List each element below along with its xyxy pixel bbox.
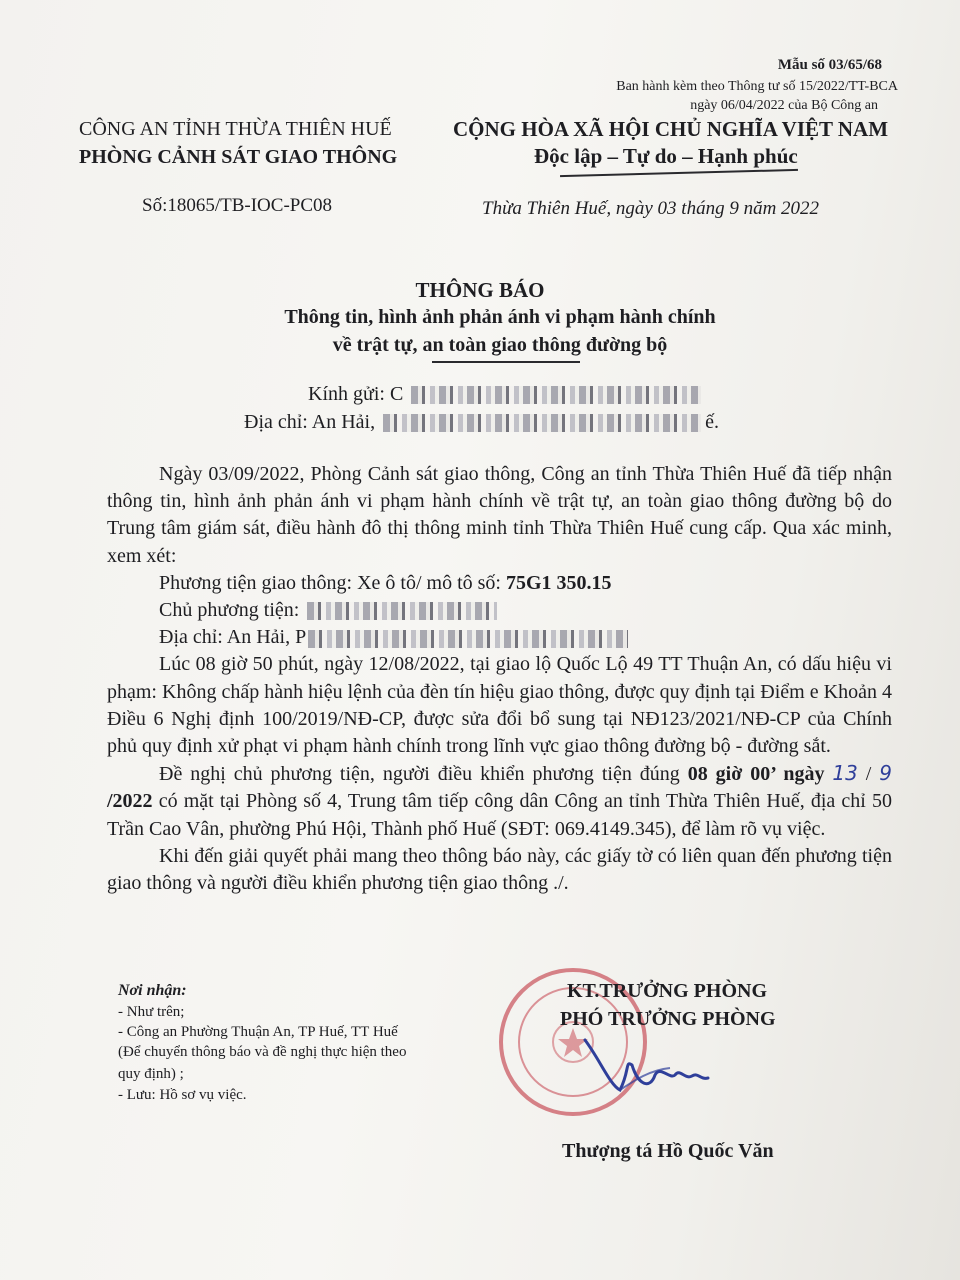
recipients-title: Nơi nhận: [118,982,187,999]
document-subtitle-2: về trật tự, an toàn giao thông đường bộ [332,334,668,356]
form-number: Mẫu số 03/65/68 [777,57,882,73]
owner-line [107,597,892,624]
recipient-item: - Lưu: Hồ sơ vụ việc. [118,1087,247,1103]
appointment-year: /2022 [107,790,153,813]
vehicle-plate: 75G1 350.15 [505,571,612,594]
handwritten-day: 13 [832,761,858,786]
body-text [107,461,892,897]
document-number: Số:18065/TB-IOC-PC08 [142,195,333,216]
recipient-item: - Như trên; [118,1004,185,1020]
paragraph-summons: Đề nghị chủ phương tiện, người điều khiển phương tiện đúng 08 giờ 00’ ngày 13 / 9 /2022 có mặt tại Phòng số 4, Trung tâm tiếp công dân Công an tỉnh Thừa Thiên Huế, địa chỉ 50 Trần Cao Vân, phường Phú Hội, Thành phố Huế (SĐT: 069.4149.345), để làm rõ vụ việc. [107,761,893,840]
address-label: Địa chỉ: An Hải, [244,411,376,433]
addressee-prefix: C [389,383,404,405]
place-date: Thừa Thiên Huế, ngày 03 tháng 9 năm 2022 [482,198,820,219]
redacted-owner-address [308,630,628,648]
recipient-item: (Để chuyển thông báo và đề nghị thực hiện theo [118,1044,407,1060]
address-suffix: ế. [705,411,719,433]
recipient-item: - Công an Phường Thuận An, TP Huế, TT Huế [118,1024,398,1040]
recipient-item: quy định) ; [118,1066,184,1082]
signature-title-2: PHÓ TRƯỞNG PHÒNG [560,1008,776,1030]
document-title: THÔNG BÁO [415,278,545,302]
form-issuance-date: ngày 06/04/2022 của Bộ Công an [690,98,878,113]
national-motto: Độc lập – Tự do – Hạnh phúc [534,144,798,168]
paragraph-violation: Lúc 08 giờ 50 phút, ngày 12/08/2022, tại giao lộ Quốc Lộ 49 TT Thuận An, có dấu hiệu vi phạm: Không chấp hành hiệu lệnh của đèn tín hiệu giao thông, được quy định tại Điểm e Khoản 4 Điều 6 Nghị định 100/2019/NĐ-CP, được sửa đổi bổ sung tại NĐ123/2021/NĐ-CP của Chính phủ quy định xử phạt vi phạm hành chính trong lĩnh vực giao thông đường bộ - đường sắt. [107,653,892,758]
subtitle-underline [432,361,580,363]
redacted-address [383,414,701,432]
addressee-line [308,383,701,406]
addressee-label: Kính gửi: [308,383,385,405]
vehicle-line [107,570,892,597]
owner-label: Chủ phương tiện: [159,599,300,622]
form-issuance-line: Ban hành kèm theo Thông tư số 15/2022/TT-BCA [616,79,898,94]
handwritten-signature [580,1030,720,1100]
paragraph-intro: Ngày 03/09/2022, Phòng Cảnh sát giao thông, Công an tỉnh Thừa Thiên Huế đã tiếp nhận thông tin, hình ảnh phản ánh vi phạm hành chính về trật tự, an toàn giao thông đường bộ do Trung tâm giám sát, điều hành đô thị thông minh tỉnh Thừa Thiên Huế cung cấp. Qua xác minh, xem xét: [107,463,892,567]
agency-parent: CÔNG AN TỈNH THỪA THIÊN HUẾ [79,118,392,140]
redacted-name [411,386,701,404]
handwritten-month: 9 [879,761,893,786]
paragraph-documents: Khi đến giải quyết phải mang theo thông báo này, các giấy tờ có liên quan đến phương tiện giao thông và người điều khiển phương tiện giao thông ./. [107,844,892,895]
owner-address-line [107,624,892,651]
document-subtitle-1: Thông tin, hình ảnh phản ánh vi phạm hành chính [284,306,716,328]
motto-underline [560,169,798,177]
redacted-owner [307,602,497,620]
appointment-time: 08 giờ 00’ ngày [687,763,825,786]
signature-title-1: KT.TRƯỞNG PHÒNG [567,980,767,1002]
agency-name: PHÒNG CẢNH SÁT GIAO THÔNG [79,146,398,168]
vehicle-label: Phương tiện giao thông: Xe ô tô/ mô tô số: [159,571,506,594]
address-line [244,411,719,434]
owner-address-label: Địa chỉ: An Hải, P [159,626,307,649]
signer-name: Thượng tá Hồ Quốc Văn [562,1140,774,1162]
national-title: CỘNG HÒA XÃ HỘI CHỦ NGHĨA VIỆT NAM [453,117,889,141]
